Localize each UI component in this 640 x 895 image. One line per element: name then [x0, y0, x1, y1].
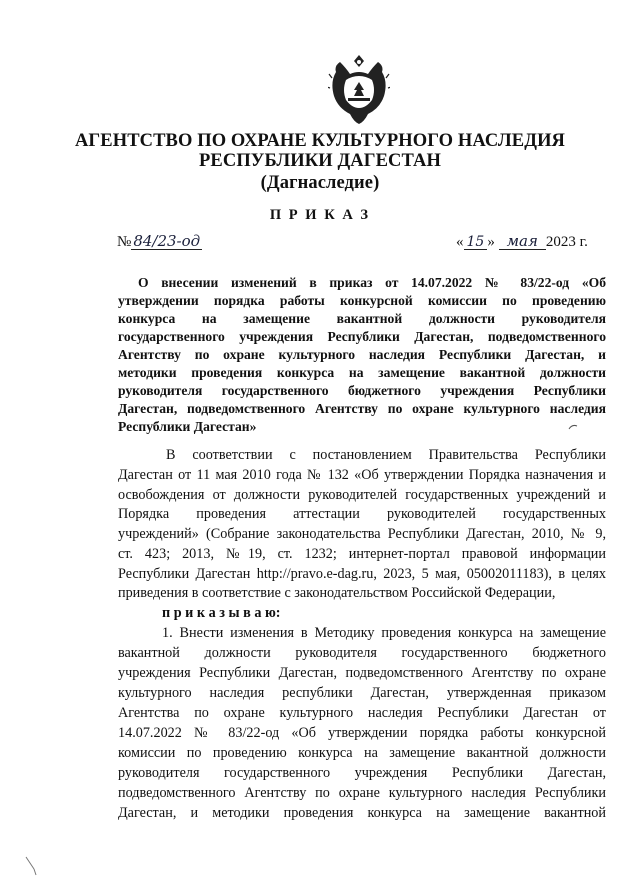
dagestan-coat-of-arms-icon	[328, 52, 390, 126]
preamble-line: Порядка проведения аттестации руководителей государственных	[118, 506, 606, 522]
order-number-value: 84/23-од	[133, 232, 201, 250]
preamble-line: освобождения от должности руководителей государственных учреждений и	[118, 487, 606, 503]
agency-name-line2: РЕСПУБЛИКИ ДАГЕСТАН	[199, 151, 441, 171]
item1-line: 1. Внести изменения в Методику проведения конкурса на замещение	[162, 625, 606, 641]
item1-line: подведомственного Агентству по охране культурного наследия Республики	[118, 785, 606, 801]
scan-mark	[568, 423, 578, 431]
preamble-line: приведения в соответствие с законодательством Российской Федерации,	[118, 585, 556, 601]
order-date	[456, 234, 588, 251]
document-type: П Р И К А З	[269, 207, 371, 223]
order-number-prefix: №	[117, 234, 132, 250]
item1-line: Дагестан, и методики проведения конкурса на замещение вакантной	[118, 805, 606, 821]
title-line: методики проведения конкурса на замещение вакантной должности	[118, 365, 606, 380]
item1-line: вакантной должности руководителя государственного бюджетного	[118, 645, 606, 661]
preamble-line: Дагестан от 11 мая 2010 года № 132 «Об утверждении Порядка назначения и	[118, 467, 606, 483]
date-close-quote: »	[487, 234, 495, 250]
item1-line: комиссии по проведению конкурса на замещение вакантной должности	[118, 745, 606, 761]
title-line: государственного учреждения Республики Дагестан, подведомственного	[118, 329, 606, 344]
agency-name-line1: АГЕНТСТВО ПО ОХРАНЕ КУЛЬТУРНОГО НАСЛЕДИЯ	[74, 131, 566, 151]
preamble-line: ст. 423; 2013, №19, ст. 1232; интернет-портал правовой информации	[118, 546, 606, 562]
item1-line: культурного наследия республики Дагестан, утвержденная приказом	[118, 685, 606, 701]
title-line: утверждении порядка работы конкурсной комиссии по проведению	[118, 293, 606, 308]
title-line: руководителя государственного бюджетного учреждения Республики	[118, 383, 606, 398]
date-year: 2023 г.	[545, 234, 588, 250]
date-open-quote: «	[456, 234, 464, 250]
title-line: Агентству по охране культурного наследия Республики Дагестан, и	[118, 347, 606, 362]
item1-line: руководителя государственного учреждения Республики Дагестан,	[118, 765, 606, 781]
date-day: 15	[464, 235, 488, 250]
item1-line: Агентства по охране культурного наследия Республики Дагестан от	[118, 705, 606, 721]
title-line: Республики Дагестан»	[118, 419, 257, 434]
item1-line: 14.07.2022 № 83/22-од «Об утверждении порядка работы конкурсной	[118, 725, 606, 741]
item1-line: учреждения Республики Дагестан, подведомственного Агентству по охране	[118, 665, 606, 681]
title-line: Дагестан, подведомственного Агентству по охране культурного наследия	[118, 401, 606, 416]
preamble-line: учреждений» (Собрание законодательства Республики Дагестан, 2010, № 9,	[118, 526, 606, 542]
scan-mark	[24, 855, 40, 877]
agency-short-name: (Дагнаследие)	[260, 173, 380, 193]
title-line: конкурса на замещение вакантной должности руководителя	[118, 311, 606, 326]
preamble-line: Республики Дагестан http://pravo.e-dag.ru, 2023, 5 мая, 05002011183), в целях	[118, 566, 606, 582]
date-month: мая	[499, 234, 546, 250]
title-line: О внесении изменений в приказ от 14.07.2022 № 83/22-од «Об	[138, 275, 606, 290]
order-number	[117, 234, 202, 251]
orders-word: п р и к а з ы в а ю:	[162, 605, 281, 621]
preamble-line: В соответствии с постановлением Правительства Республики	[166, 447, 606, 463]
